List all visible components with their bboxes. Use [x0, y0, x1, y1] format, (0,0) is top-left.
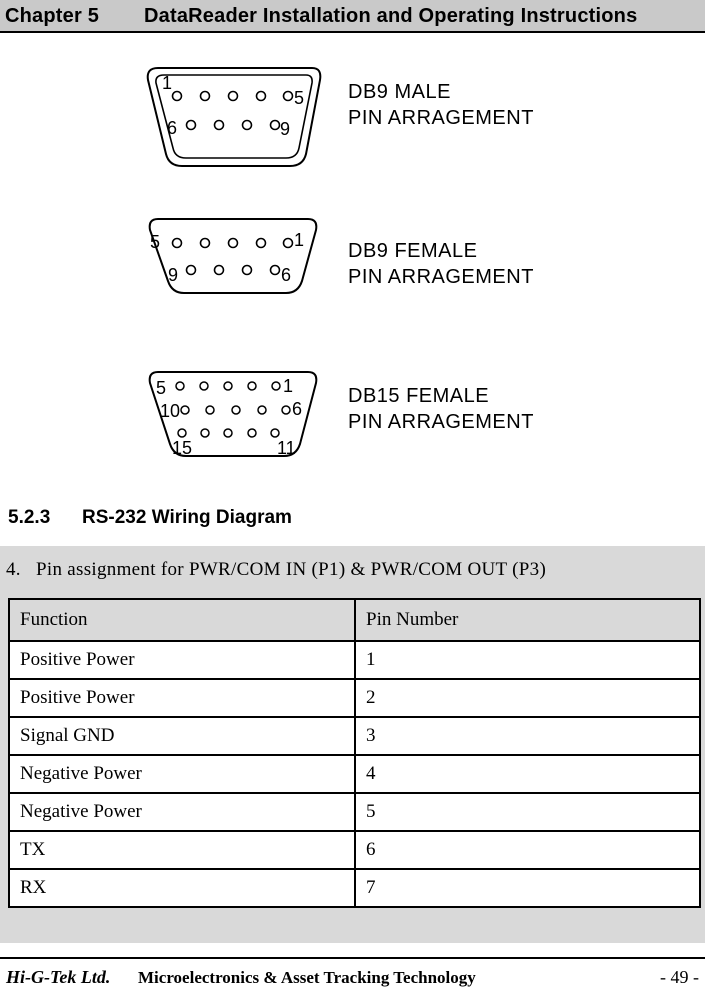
- table-row: [9, 869, 700, 907]
- db9-male-label: [348, 79, 534, 131]
- section-heading: [8, 507, 292, 529]
- pin-assignment-table: [8, 598, 701, 908]
- function-cell: Negative Power: [9, 755, 355, 793]
- pin-number-cell: 1: [355, 641, 700, 679]
- column-header-pin-number: Pin Number: [355, 599, 700, 641]
- connector-subtitle: PIN ARRAGEMENT: [348, 411, 534, 433]
- db15-female-pin-label: 10: [160, 401, 181, 421]
- pin-number-cell: 5: [355, 793, 700, 831]
- db9-male-pin-label: 1: [162, 73, 173, 93]
- table-row: [9, 793, 700, 831]
- page-footer: [0, 957, 705, 996]
- connector-type: DB15 FEMALE: [348, 385, 490, 407]
- function-cell: Positive Power: [9, 641, 355, 679]
- db15-female-pin-label: 6: [292, 399, 303, 419]
- section-title: RS-232 Wiring Diagram: [82, 507, 292, 528]
- page-header: [0, 0, 705, 33]
- table-row: [9, 717, 700, 755]
- pin-number-cell: 7: [355, 869, 700, 907]
- pin-number-cell: 3: [355, 717, 700, 755]
- db15-female-label: [348, 383, 534, 435]
- db15-female-pin-label: 1: [283, 376, 294, 396]
- db15-female-pin-label: 11: [277, 438, 296, 458]
- connector-type: DB9 FEMALE: [348, 240, 478, 262]
- db9-female-pin-label: 9: [168, 265, 179, 285]
- db15-female-pin-label: 5: [156, 378, 167, 398]
- pin-number-cell: 4: [355, 755, 700, 793]
- db15-female-pins: [176, 382, 290, 437]
- pin-number-cell: 2: [355, 679, 700, 717]
- db15-female-diagram: [140, 368, 340, 460]
- db9-female-pin-label: 6: [281, 265, 292, 285]
- db9-male-pins: [173, 92, 293, 130]
- table-row: [9, 641, 700, 679]
- function-cell: RX: [9, 869, 355, 907]
- db15-female-pin-label: 15: [172, 438, 193, 458]
- table-row: [9, 831, 700, 869]
- db9-female-pin-label: 5: [150, 232, 161, 252]
- function-cell: Negative Power: [9, 793, 355, 831]
- connector-type: DB9 MALE: [348, 81, 451, 103]
- function-cell: TX: [9, 831, 355, 869]
- column-header-function: Function: [9, 599, 355, 641]
- function-cell: Signal GND: [9, 717, 355, 755]
- table-header-row: [9, 599, 700, 641]
- db9-female-label: [348, 238, 534, 290]
- db9-male-pin-label: 5: [294, 88, 305, 108]
- page-number: - 49 -: [660, 967, 699, 987]
- db9-female-diagram: [140, 215, 340, 300]
- function-cell: Positive Power: [9, 679, 355, 717]
- chapter-title: DataReader Installation and Operating Instructions: [144, 5, 638, 27]
- section-number: 5.2.3: [8, 507, 51, 528]
- db9-male-pin-label: 9: [280, 119, 291, 139]
- panel-caption: 4. Pin assignment for PWR/COM IN (P1) & PWR/COM OUT (P3): [6, 559, 547, 580]
- connector-subtitle: PIN ARRAGEMENT: [348, 266, 534, 288]
- db9-male-pin-label: 6: [167, 118, 178, 138]
- db9-male-diagram: [140, 62, 340, 172]
- footer-company: Hi-G-Tek Ltd.: [6, 967, 111, 987]
- chapter-label: Chapter 5: [5, 5, 100, 27]
- db9-female-pins: [173, 239, 293, 275]
- table-row: [9, 755, 700, 793]
- pin-number-cell: 6: [355, 831, 700, 869]
- connector-subtitle: PIN ARRAGEMENT: [348, 107, 534, 129]
- db9-male-inner-shell: [156, 75, 312, 158]
- db9-female-pin-label: 1: [294, 230, 305, 250]
- table-row: [9, 679, 700, 717]
- footer-tagline: Microelectronics & Asset Tracking Technology: [138, 968, 476, 987]
